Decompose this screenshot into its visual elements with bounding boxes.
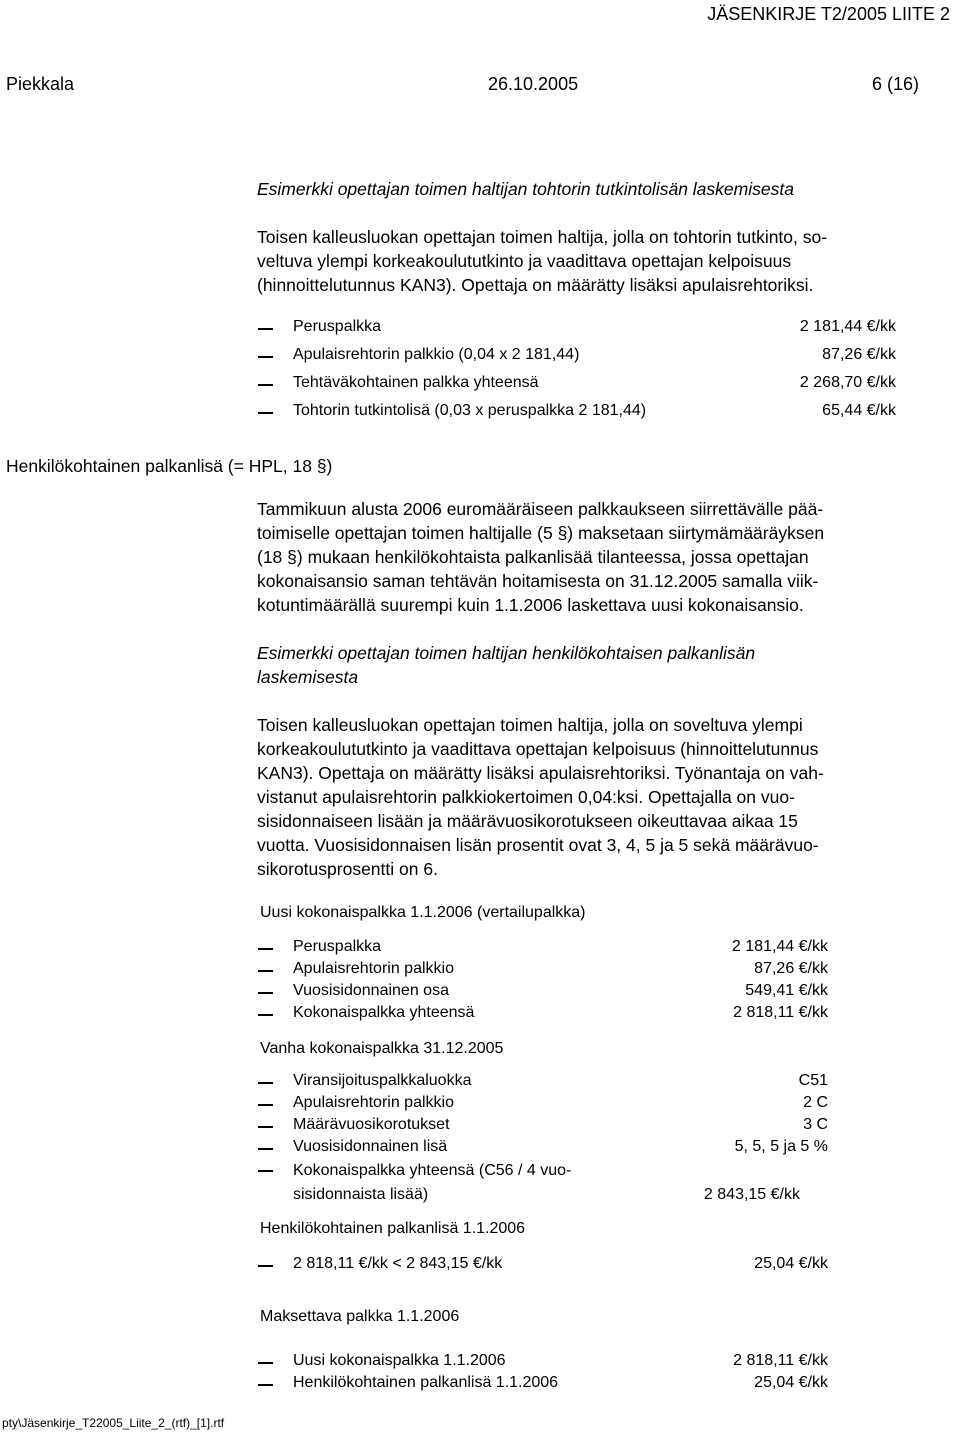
hpl-paragraph-line: kotuntimäärällä suurempi kuin 1.1.2006 laskettava uusi kokonaisansio. — [257, 595, 804, 615]
example2-title: laskemisesta — [257, 667, 359, 687]
item-label: Määrävuosikorotukset — [293, 1116, 450, 1133]
list-item — [258, 1004, 828, 1026]
example1-line: veltuva ylempi korkeakoulututkinto ja vaadittava opettajan kelpoisuus — [257, 251, 792, 271]
item-label: 2 818,11 €/kk < 2 843,15 €/kk — [293, 1255, 503, 1272]
list-item — [258, 1116, 828, 1138]
item-value: 2 181,44 €/kk — [799, 318, 896, 335]
item-value: 65,44 €/kk — [822, 402, 896, 419]
example2-line: vuotta. Vuosisidonnaisen lisän prosentit ovat 3, 4, 5 ja 5 sekä määrävuo- — [257, 835, 819, 855]
item-value: 25,04 €/kk — [754, 1374, 828, 1391]
item-value: 2 818,11 €/kk — [733, 1004, 828, 1021]
list-item — [258, 318, 896, 340]
item-label: Uusi kokonaispalkka 1.1.2006 — [293, 1352, 506, 1369]
dash-bullet — [258, 1362, 273, 1364]
new-total-heading: Uusi kokonaispalkka 1.1.2006 (vertailupalkka) — [260, 904, 586, 921]
item-label: Tehtäväkohtainen palkka yhteensä — [293, 374, 539, 391]
dash-bullet — [258, 1265, 273, 1267]
item-value: 2 C — [803, 1094, 828, 1111]
example2-line: Toisen kalleusluokan opettajan toimen haltija, jolla on soveltuva ylempi — [257, 715, 803, 735]
example2-line: korkeakoulututkinto ja vaadittava opettajan kelpoisuus (hinnoittelutunnus — [257, 739, 819, 759]
item-value: 5, 5, 5 ja 5 % — [734, 1138, 828, 1155]
dash-bullet — [258, 1082, 273, 1084]
dash-bullet — [258, 1104, 273, 1106]
section-heading-hpl: Henkilökohtainen palkanlisä (= HPL, 18 §) — [6, 456, 333, 476]
example2-title: Esimerkki opettajan toimen haltijan henkilökohtaisen palkanlisän — [257, 643, 756, 663]
item-label: Apulaisrehtorin palkkio (0,04 x 2 181,44) — [293, 346, 580, 363]
dash-bullet — [258, 1014, 273, 1016]
dash-bullet — [258, 948, 273, 950]
item-label: Vuosisidonnainen osa — [293, 982, 449, 999]
list-item — [258, 1072, 828, 1094]
dash-bullet — [258, 1384, 273, 1386]
item-value: 87,26 €/kk — [754, 960, 828, 977]
example1-line: (hinnoittelutunnus KAN3). Opettaja on määrätty lisäksi apulaisrehtoriksi. — [257, 275, 814, 295]
hpl-calc-heading: Henkilökohtainen palkanlisä 1.1.2006 — [260, 1220, 526, 1237]
item-label: Kokonaispalkka yhteensä (C56 / 4 vuo- — [293, 1162, 572, 1179]
dash-bullet — [258, 384, 273, 386]
dash-bullet — [258, 1148, 273, 1150]
dash-bullet — [258, 992, 273, 994]
list-item — [258, 346, 896, 368]
item-value: 2 818,11 €/kk — [733, 1352, 828, 1369]
item-label-continued: sisidonnaista lisää) — [293, 1186, 429, 1203]
list-item — [258, 938, 828, 960]
item-label: Apulaisrehtorin palkkio — [293, 960, 454, 977]
item-label: Tohtorin tutkintolisä (0,03 x peruspalkka 2 181,44) — [293, 402, 647, 419]
item-value: 3 C — [803, 1116, 828, 1133]
document-title: JÄSENKIRJE T2/2005 LIITE 2 — [707, 4, 950, 24]
hpl-paragraph-line: (18 §) mukaan henkilökohtaista palkanlisää tilanteessa, jossa opettajan — [257, 547, 809, 567]
item-value: 2 268,70 €/kk — [799, 374, 896, 391]
example1-line: Toisen kalleusluokan opettajan toimen haltija, jolla on tohtorin tutkinto, so- — [257, 227, 828, 247]
item-label: Peruspalkka — [293, 938, 382, 955]
dash-bullet — [258, 412, 273, 414]
list-item — [258, 374, 896, 396]
example1-title: Esimerkki opettajan toimen haltijan tohtorin tutkintolisän laskemisesta — [257, 179, 794, 199]
list-item — [258, 1094, 828, 1116]
list-item — [258, 1255, 828, 1277]
dash-bullet — [258, 1170, 273, 1172]
example2-line: sisidonnaiseen lisään ja määrävuosikorotukseen oikeuttavaa aikaa 15 — [257, 811, 798, 831]
item-label: Henkilökohtainen palkanlisä 1.1.2006 — [293, 1374, 559, 1391]
hpl-paragraph-line: toimiselle opettajan toimen haltijalle (5 §) maksetaan siirtymämääräyksen — [257, 523, 825, 543]
item-label: Apulaisrehtorin palkkio — [293, 1094, 454, 1111]
item-value: 2 181,44 €/kk — [731, 938, 828, 955]
item-label: Vuosisidonnainen lisä — [293, 1138, 448, 1155]
item-label: Kokonaispalkka yhteensä — [293, 1004, 475, 1021]
hpl-paragraph-line: kokonaisansio saman tehtävän hoitamisesta on 31.12.2005 samalla viik- — [257, 571, 819, 591]
footer-filename: pty\Jäsenkirje_T22005_Liite_2_(rtf)_[1].rtf — [2, 1416, 225, 1430]
header-page-number: 6 (16) — [872, 74, 920, 94]
old-total-heading: Vanha kokonaispalkka 31.12.2005 — [260, 1040, 504, 1057]
header-place: Piekkala — [6, 74, 75, 94]
list-item — [258, 960, 828, 982]
example2-line: KAN3). Opettaja on määrätty lisäksi apulaisrehtoriksi. Työnantaja on vah- — [257, 763, 824, 783]
list-item — [258, 1374, 828, 1396]
dash-bullet — [258, 970, 273, 972]
example2-line: vistanut apulaisrehtorin palkkiokertoimen 0,04:ksi. Opettajalla on vuo- — [257, 787, 795, 807]
item-value: 2 843,15 €/kk — [703, 1186, 800, 1203]
item-value: 87,26 €/kk — [822, 346, 896, 363]
list-item — [258, 402, 896, 424]
list-item — [258, 982, 828, 1004]
list-item — [258, 1160, 828, 1208]
item-value: 25,04 €/kk — [754, 1255, 828, 1272]
item-label: Peruspalkka — [293, 318, 382, 335]
item-value: C51 — [798, 1072, 828, 1089]
dash-bullet — [258, 1126, 273, 1128]
dash-bullet — [258, 328, 273, 330]
item-value: 549,41 €/kk — [745, 982, 828, 999]
hpl-paragraph-line: Tammikuun alusta 2006 euromääräiseen palkkaukseen siirrettävälle pää- — [257, 499, 824, 519]
dash-bullet — [258, 356, 273, 358]
payable-heading: Maksettava palkka 1.1.2006 — [260, 1308, 460, 1325]
list-item — [258, 1352, 828, 1374]
list-item — [258, 1138, 828, 1160]
header-date: 26.10.2005 — [488, 74, 579, 94]
item-label: Viransijoituspalkkaluokka — [293, 1072, 472, 1089]
example2-line: sikorotusprosentti on 6. — [257, 859, 438, 879]
